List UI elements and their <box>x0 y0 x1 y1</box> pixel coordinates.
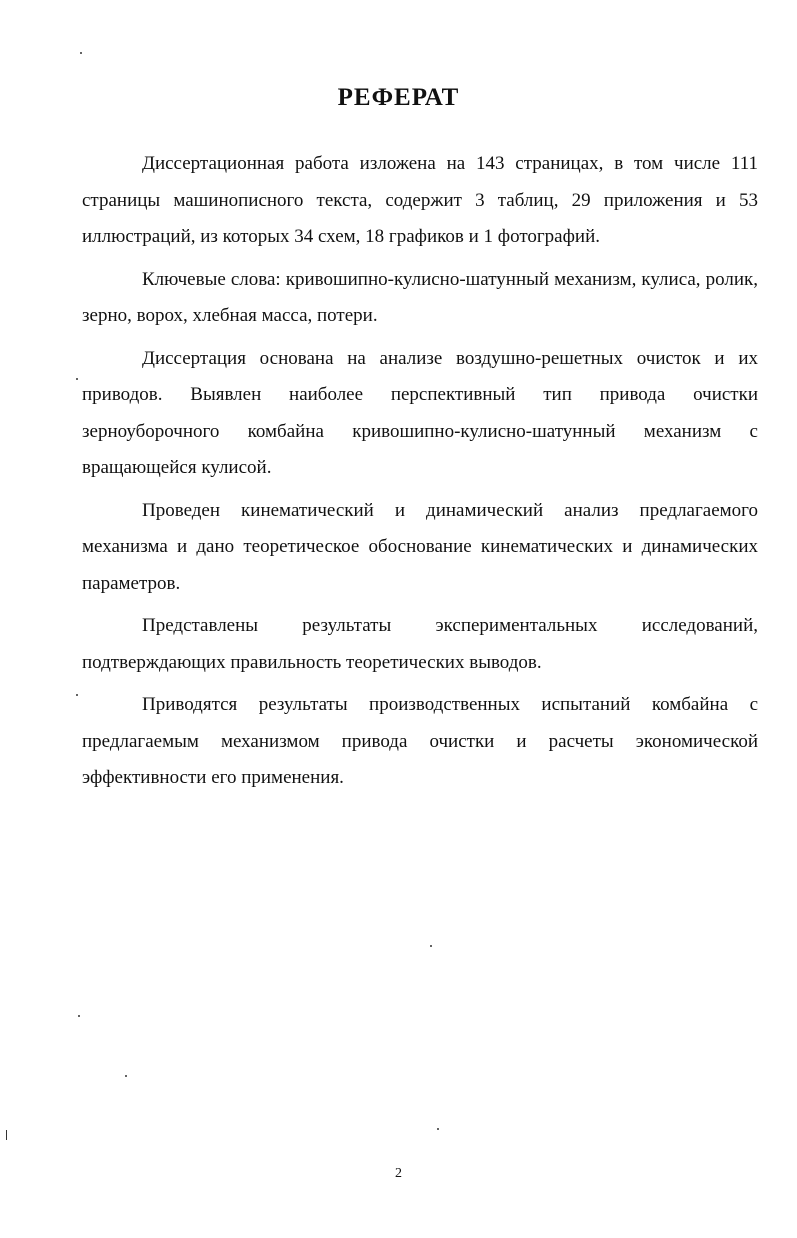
paragraph-basis: Диссертация основана на анализе воздушно-решетных очисток и их приводов. Выявлен наиболее перспективный тип привода очистки зерноуборочного комбайна кривошипно-кулисно-шатунный механизм с вращающейся кулисой. <box>82 347 758 478</box>
page-number: 2 <box>395 1166 402 1181</box>
paragraph-keywords: Ключевые слова: кривошипно-кулисно-шатунный механизм, кулиса, ролик, зерно, ворох, хлебная масса, потери. <box>82 268 758 326</box>
scan-speck <box>6 1130 7 1140</box>
scan-speck <box>76 378 78 380</box>
scan-speck <box>125 1075 127 1077</box>
abstract-body <box>82 146 758 803</box>
paragraph-volume: Диссертационная работа изложена на 143 страницах, в том числе 111 страницы машинописного текста, содержит 3 таблиц, 29 приложения и 53 иллюстраций, из которых 34 схем, 18 графиков и 1 фотографий. <box>82 153 758 247</box>
paragraph-experiments: Представлены результаты экспериментальных исследований, подтверждающих правильность теоретических выводов. <box>82 615 758 673</box>
scan-speck <box>430 945 432 947</box>
scan-speck <box>437 1128 439 1130</box>
paragraph-analysis: Проведен кинематический и динамический анализ предлагаемого механизма и дано теоретическое обоснование кинематических и динамических параметров. <box>82 499 758 594</box>
paragraph-field-tests: Приводятся результаты производственных испытаний комбайна с предлагаемым механизмом привода очистки и расчеты экономической эффективности его применения. <box>82 694 758 788</box>
scan-speck <box>80 52 82 54</box>
page-title: РЕФЕРАТ <box>337 84 460 111</box>
scan-speck <box>76 694 78 696</box>
scan-speck <box>78 1015 80 1017</box>
